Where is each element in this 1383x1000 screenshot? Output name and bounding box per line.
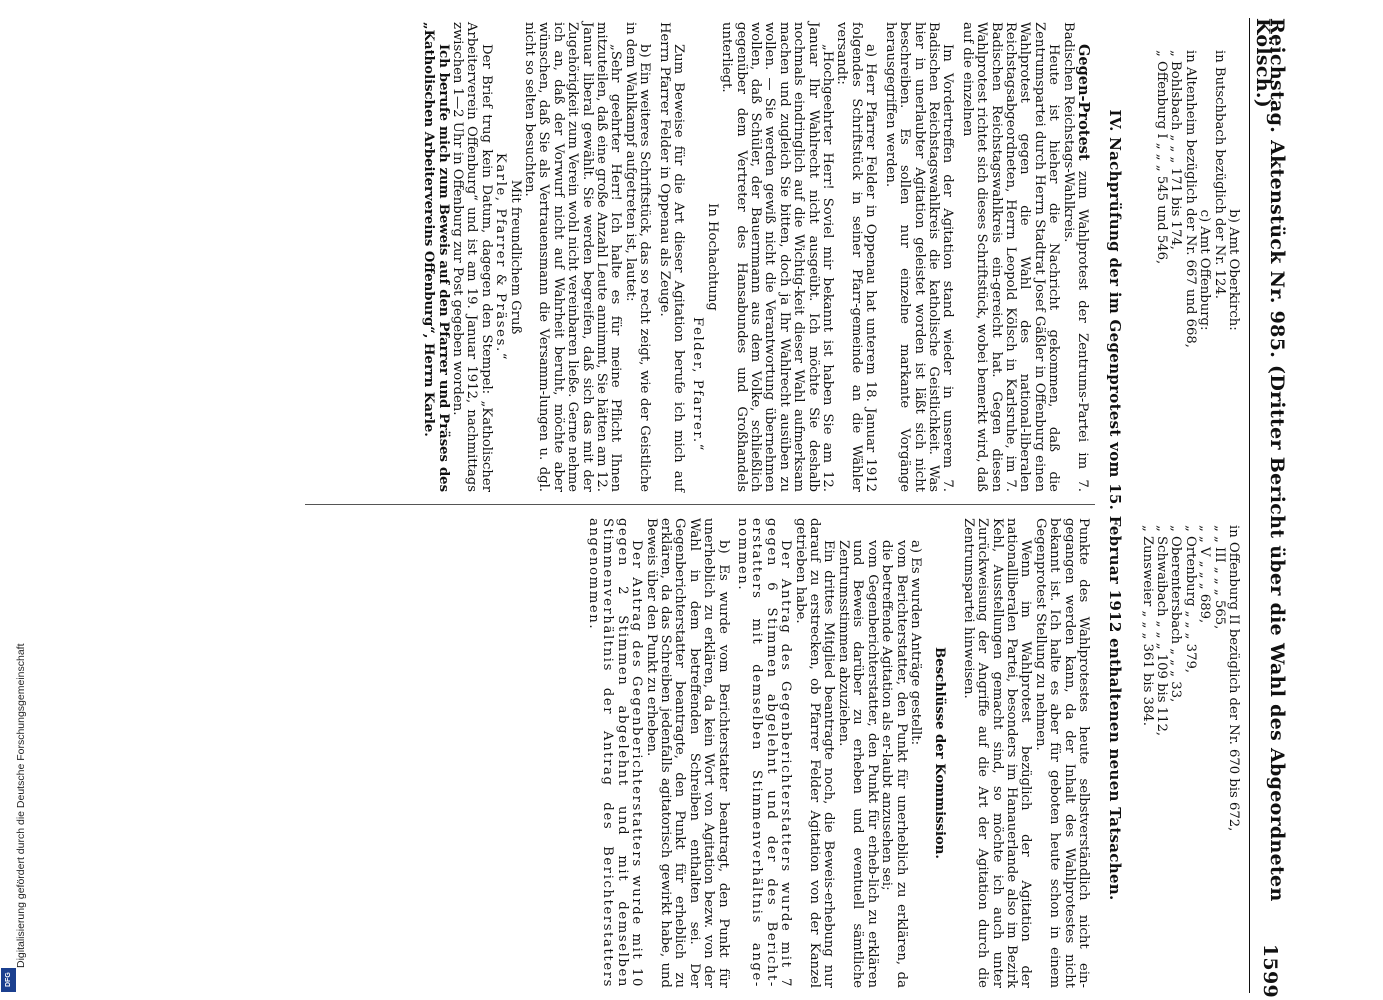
page-number: 1599: [1259, 943, 1282, 998]
list-item: in Offenburg II bezüglich der Nr. 670 bis 672,: [1226, 525, 1241, 832]
motion-item: vom Gegenberichterstatter, den Punkt für erheb-lich zu erklären und Beweis darüber zu erheben und eventuell sämtliche Zentrumsstimmen abzuziehen.: [835, 540, 880, 988]
dfg-logo: DFG: [1, 968, 16, 992]
commission-title: Beschlüsse der Kommission.: [932, 647, 948, 859]
paragraph: Heute ist hieher die Nachricht gekommen, daß die Zentrumspartei durch Herrn Stadtrat Josef Gäßler in Offenburg einen Wahlprotest gegen die Wahl des national-liberalen Reichstagsabgeordneten, Herrn Leopold Kölsch in Karlsruhe, im 7. Badischen Reichstagswahlkreis ein-gereicht hat. Gegen diesen Wahlprotest richtet sich dieses Schriftstück, wobei bemerkt wird, daß auf die einzelnen: [959, 22, 1062, 492]
paragraph: Der Brief trug kein Datum, dagegen den Stempel: „Katholischer Arbeiterverein Offenburg“ und ist am 19. Januar 1912, nachmittags zwischen 1—2 Uhr in Offenburg zur Post gegeben worden.: [449, 22, 494, 492]
section-title: IV. Nachprüfung der im Gegenprotest vom 15. Februar 1912 enthaltenen neuen Tatsachen.: [1106, 109, 1124, 901]
paragraph: b) Ein weiteres Schriftstück, das so recht zeigt, wie der Geistliche in dem Wahlkampf aufgetreten ist, lautet:: [622, 22, 653, 492]
digitization-credit: [2, 600, 27, 995]
gegenprotest-subtitle: zum Wahlprotest der Zentrums-Partei im 7. Badischen Reichstags-Wahlkreis.: [1060, 22, 1090, 492]
list-item: „ Oberentersbach „ „ „ 33,: [1168, 525, 1184, 703]
right-list: [1139, 525, 1240, 965]
list-item: in Butschbach bezüglich der Nr. 124.: [1211, 50, 1227, 299]
paragraph: Punkte des Wahlprotestes heute selbstverständlich nicht ein-gegangen werden kann, da der Inhalt des Wahlprotestes nicht bekannt ist. Ich halte es aber für geboten heute schon in einem Gegenprotest Stellung zu nehmen.: [1032, 518, 1091, 988]
left-column: [421, 22, 1090, 492]
paragraph: Der Antrag des Gegenberichterstatters wurde mit 7 gegen 6 Stimmen abgelehnt und der des Bericht-erstatters mit demselben Stimmenverhältnis ange-nommen.: [735, 518, 794, 988]
list-item: b) Amt Oberkirch:: [1226, 209, 1241, 331]
paragraph: Ein drittes Mitglied beantragte noch, die Beweis-erhebung nur darauf zu erstrecken, ob Pfarrer Felder Agitation von der Kanzel getrieben habe.: [792, 518, 837, 988]
closing: In Hochachtung: [704, 203, 720, 311]
paragraph: Der Antrag des Gegenberichterstatters wurde mit 10 gegen 2 Stimmen abgelehnt und mit demselben Stimmenverhältnis der Antrag des Berichterstatters angenommen.: [586, 518, 645, 988]
paragraph: Zum Beweise für die Art dieser Agitation berufe ich mich auf Herrn Pfarrer Felder in Oppenau als Zeuge.: [656, 22, 687, 492]
list-item: „ „ III „ „ „ 565,: [1211, 525, 1227, 630]
paragraph: Im Vordertreffen der Agitation stand wieder in unserem 7. Badischen Reichstagswahlkreis die katholische Geistlichkeit. Was hier in unerlaubter Agitation geleistet worden ist läßt sich nicht beschreiben. Es sollen nur einzelne markante Vorgänge herausgegriffen werden.: [882, 22, 956, 492]
list-item: „ Bohlsbach „ „ „ 171 bis 174,: [1168, 50, 1184, 250]
credit-text: Digitalisierung gefördert durch die Deutsche Forschungsgemeinschaft: [15, 643, 27, 968]
signature: Karle, Pfarrer & Präses.“: [493, 152, 509, 362]
paragraph: Ich berufe mich zum Beweis auf den Pfarrer und Präses des „Katholischen Arbeitervereins Offenburg“, Herrn Karle.: [421, 22, 451, 492]
paragraph: Wenn im Wahlprotest bezüglich der Agitation der nationalliberalen Partei, besonders im Hanauerlande also im Bezirk Kehl, Ausstellungen gemacht sind, so möchte ich auch unter Zurückweisung der Angriffe auf die Art der Agitation durch die Zentrumspartei hinweisen.: [960, 518, 1034, 988]
paragraph: a) Es wurden Anträge gestellt:: [907, 540, 923, 746]
list-item: in Altenheim bezüglich der Nr. 667 und 668,: [1182, 50, 1198, 348]
list-item: „ „ V „ „ „ 689,: [1197, 525, 1213, 624]
signature: Felder, Pfarrer.“: [690, 317, 706, 452]
list-item: „ Zunsweier „ „ „ 361 bis 384.: [1139, 525, 1155, 726]
list-item: c) Amt Offenburg:: [1197, 209, 1213, 331]
list-item: „ Schwaibach „ „ „ 109 bis 112,: [1153, 525, 1169, 737]
page-header: [1250, 18, 1290, 998]
closing: Mit freundlichem Gruß: [507, 179, 523, 335]
motion-item: vom Berichterstatter, den Punkt für unerheblich zu erklären, da die betreffende Agitation als er-laubt anzusehen sei;: [879, 540, 909, 988]
paragraph: b) Es wurde vom Berichterstatter beantragt, den Punkt für unerheblich zu erklären, da kein Wort von Agitation bezw. von der Wahl in dem betreffenden Schreiben enthalten sei. Der Gegenberichterstatter beantragte, den Punkt für erheblich zu erklären, da das Schreiben jedenfalls agitatorisch gewirkt habe, und Beweis über den Punkt zu erheben.: [643, 518, 731, 988]
header-title: Reichstag. Aktenstück Nr. 985. (Dritter Bericht über die Wahl des Abgeordneten Kölsch.): [1252, 18, 1289, 902]
left-list: [1154, 50, 1240, 490]
rotated-page: [70, 0, 1300, 1000]
right-column: [586, 518, 1090, 988]
paragraph: a) Herr Pfarrer Felder in Oppenau hat unterem 18. Januar 1912 folgendes Schriftstück in seiner Pfarr-gemeinde an die Wähler versandt:: [834, 22, 879, 492]
list-item: „ Ortenburg „ „ „ 379,: [1182, 525, 1198, 674]
quoted-letter: „Sehr geehrter Herr! Ich halte es für meine Pflicht Ihnen mitzuteilen, daß eine große Anzahl Leute annimmt, Sie hätten am 12. Januar liberal gewählt. Sie werden begreifen, daß sich das mit der Zugehörigkeit zum Verein wohl nicht vereinbaren ließe. Gerne nehme ich an, daß der Vorwurf nicht auf Wahrheit beruht, möchte aber wünschen, daß Sie als Vertrauensmann die Versamm-lungen u. dgl. nicht so selten besuchten.: [521, 22, 624, 492]
gegenprotest-heading: Gegen-Protest: [1075, 44, 1092, 161]
quoted-letter: „Hochgeehrter Herr! Soviel mir bekannt ist haben Sie am 12. Januar Ihr Wahlrecht nicht ausgeübt. Ich möchte Sie deshalb nochmals eindringlich auf die Wichtig-keit dieser Wahl aufmerksam machen und zugleich Sie bitten, doch ja Ihr Wahlrecht ausüben zu wollen. — Sie werden gewiß nicht die Verantwortung übernehmen wollen, daß Schüler, der Bauernmann aus dem Volke, schließlich gegenüber dem Vertreter des Hansabundes und Großhandels unterliegt.: [719, 22, 836, 492]
header-rule: [1249, 18, 1250, 993]
list-item: „ Offenburg I „ „ „ 545 und 546,: [1153, 50, 1169, 265]
column-divider: [305, 504, 1095, 505]
